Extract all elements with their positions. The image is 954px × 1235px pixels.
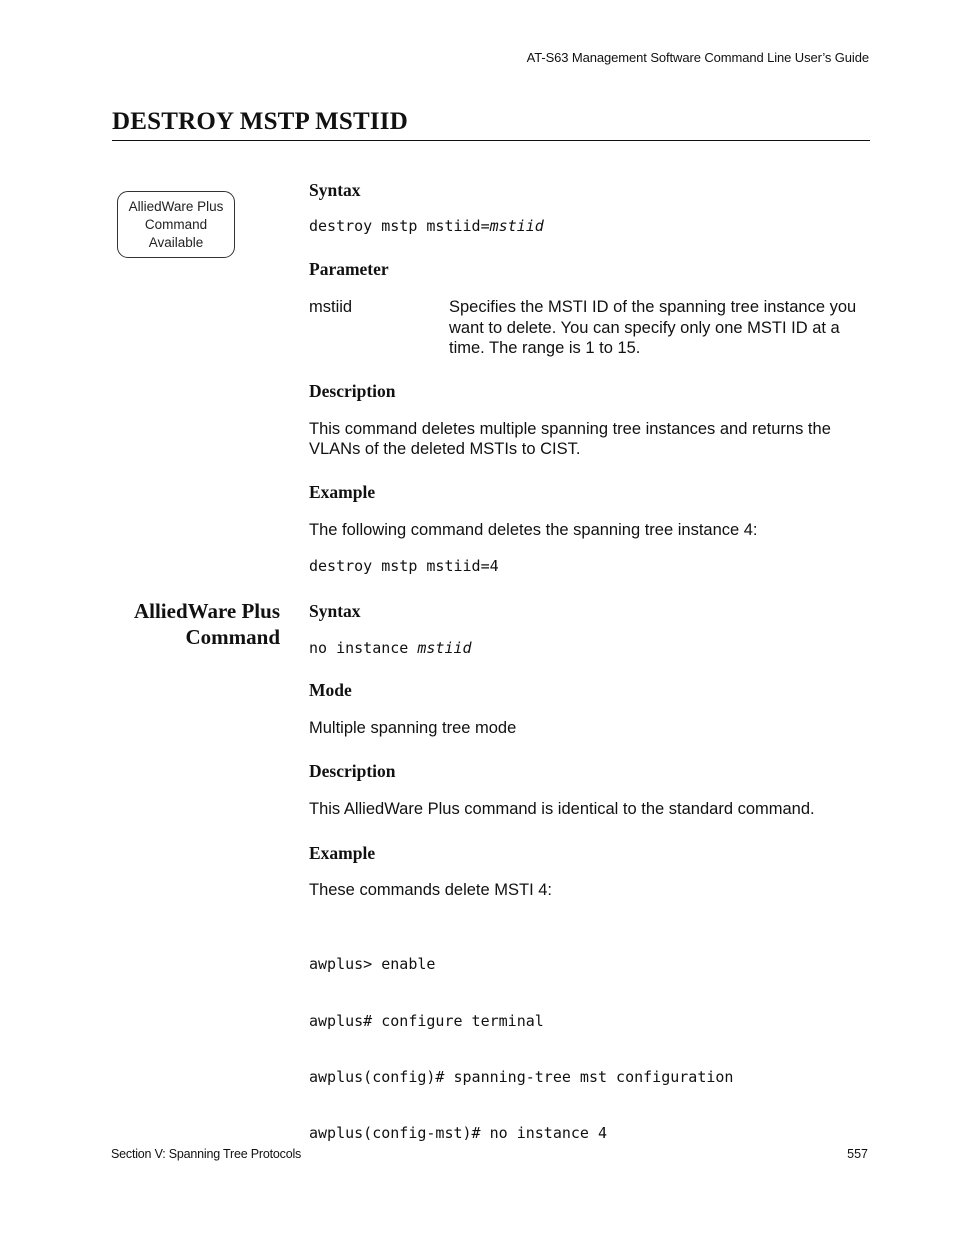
awplus-syntax-command xyxy=(309,639,472,658)
badge-line-2: Command xyxy=(144,216,208,232)
awplus-example-block xyxy=(309,918,733,1161)
awplus-syntax-variable: mstiid xyxy=(417,639,472,657)
code-line: awplus(config-mst)# no instance 4 xyxy=(309,1123,608,1142)
description-heading: Description xyxy=(309,381,396,401)
parameter-description: Specifies the MSTI ID of the spanning tree instance you want to delete. You can specify only one MSTI ID at a time. The range is 1 to 15. xyxy=(449,298,857,357)
footer-section: Section V: Spanning Tree Protocols xyxy=(111,1147,302,1161)
example-command: destroy mstp mstiid=4 xyxy=(309,557,499,575)
syntax-command xyxy=(309,217,544,236)
code-line: awplus# configure terminal xyxy=(309,1011,544,1030)
awplus-description-text: This AlliedWare Plus command is identical to the standard command. xyxy=(309,800,815,818)
mode-heading: Mode xyxy=(309,680,352,700)
code-line: awplus> enable xyxy=(309,955,436,974)
parameter-heading: Parameter xyxy=(309,259,389,279)
awplus-syntax-command-text: no instance xyxy=(309,639,418,657)
example-text: The following command deletes the spanning tree instance 4: xyxy=(309,521,758,539)
awplus-side-heading-line-2: Command xyxy=(185,625,280,649)
awplus-example-heading: Example xyxy=(309,843,376,863)
parameter-name: mstiid xyxy=(309,298,353,316)
syntax-command-text: destroy mstp mstiid= xyxy=(309,217,490,235)
syntax-heading: Syntax xyxy=(309,180,361,200)
awplus-example-text: These commands delete MSTI 4: xyxy=(309,881,553,899)
description-text: This command deletes multiple spanning tree instances and returns the VLANs of the deleted MSTIs to CIST. xyxy=(309,420,831,458)
awplus-side-heading xyxy=(134,598,280,650)
running-header: AT-S63 Management Software Command Line User’s Guide xyxy=(526,50,869,65)
awplus-syntax-heading: Syntax xyxy=(309,601,361,621)
page-title: DESTROY MSTP MSTIID xyxy=(112,108,408,135)
page-number: 557 xyxy=(847,1147,868,1161)
badge-line-1: AlliedWare Plus xyxy=(128,198,224,214)
mode-text: Multiple spanning tree mode xyxy=(309,719,517,737)
title-rule xyxy=(112,140,870,141)
awplus-side-heading-line-1: AlliedWare Plus xyxy=(133,599,280,623)
awplus-available-badge xyxy=(117,191,235,258)
syntax-variable: mstiid xyxy=(489,217,544,235)
example-heading: Example xyxy=(309,482,376,502)
badge-line-3: Available xyxy=(148,234,204,250)
awplus-description-heading: Description xyxy=(309,761,396,781)
code-line: awplus(config)# spanning-tree mst configuration xyxy=(309,1067,734,1086)
